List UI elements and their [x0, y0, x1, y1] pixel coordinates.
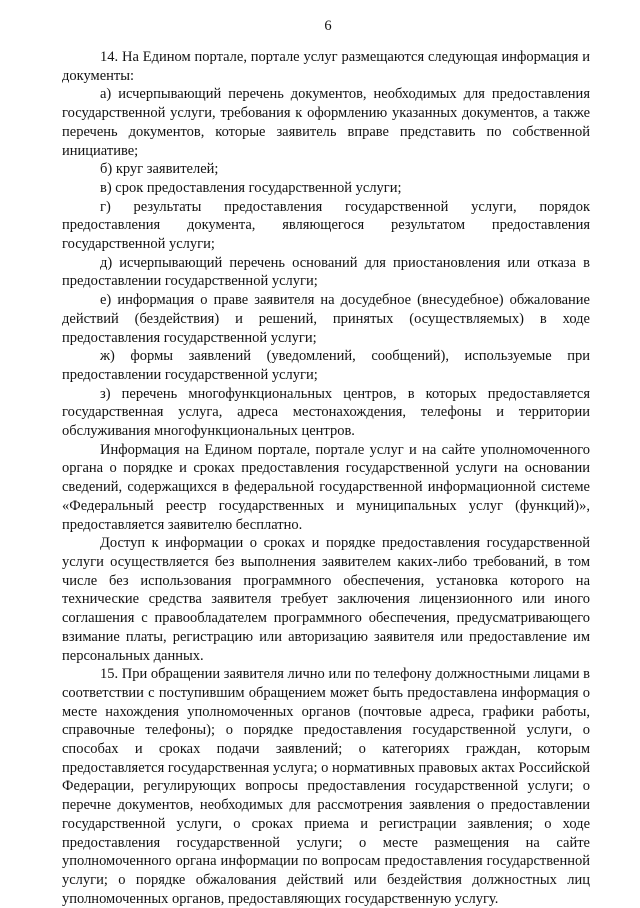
list-item-e: е) информация о праве заявителя на досудебное (внесудебное) обжалование действий (бездействия) и решений, принятых (осуществляемых) в ходе предоставления государственной услуги; [62, 292, 590, 346]
list-item-d: д) исчерпывающий перечень оснований для приостановления или отказа в предоставлении государственной услуги; [62, 254, 590, 290]
paragraph-14-intro: 14. На Едином портале, портале услуг размещаются следующая информация и документы: [62, 49, 590, 84]
list-item-b: б) круг заявителей; [100, 161, 219, 178]
paragraph-access: Доступ к информации о сроках и порядке предоставления государственной услуги осуществляется без выполнения заявителем каких-либо требований, в том числе без использования программного обеспечения, установка которого на технические средства заявителя требует заключения лицензионного или иного соглашения с правообладателем программного обеспечения, предусматривающего взимание платы, регистрацию или авторизацию заявителя или предоставление им персональных данных. [62, 535, 590, 664]
list-item-v: в) срок предоставления государственной услуги; [100, 179, 402, 196]
list-item-z: з) перечень многофункциональных центров, в которых предоставляется государственная услуга, адреса местонахождения, телефоны и территории обслуживания многофункциональных центров. [62, 385, 590, 440]
paragraph-info-free: Информация на Едином портале, портале услуг и на сайте уполномоченного органа о порядке и сроках предоставления государственной услуги на основании сведений, содержащихся в федеральной государственной информационной системе «Федеральный реестр государственных и муниципальных услуг (функций)», предоставляется заявителю бесплатно. [62, 441, 590, 533]
page-number: 6 [324, 18, 332, 34]
list-item-g: г) результаты предоставления государственной услуги, порядок предоставления документа, являющегося результатом предоставления государственной услуги; [62, 198, 590, 253]
document-body [62, 48, 590, 908]
list-item-a: а) исчерпывающий перечень документов, необходимых для предоставления государственной услуги, требования к оформлению указанных документов, а также перечень документов, которые заявитель вправе представить по собственной инициативе; [62, 86, 590, 159]
list-item-zh: ж) формы заявлений (уведомлений, сообщений), используемые при предоставлении государственной услуги; [62, 348, 590, 383]
paragraph-15: 15. При обращении заявителя лично или по телефону должностными лицами в соответствии с поступившим обращением может быть предоставлена информация о месте нахождения уполномоченных органов (почтовые адреса, графики работы, справочные телефоны); о порядке предоставления государственной услуги, о способах и сроках подачи заявлений; о категориях граждан, которым предоставляется государственная услуга; о нормативных правовых актах Российской Федерации, регулирующих вопросы предоставления государственной услуги; о перечне документов, необходимых для рассмотрения заявления о предоставлении государственной услуги, о сроках приема и регистрации заявления; о ходе предоставления государственной услуги; о месте размещения на сайте уполномоченного органа информации по вопросам предоставления государственной услуги; о порядке обжалования действий или бездействия должностных лиц уполномоченных органов, предоставляющих государственную услугу. [62, 666, 590, 907]
